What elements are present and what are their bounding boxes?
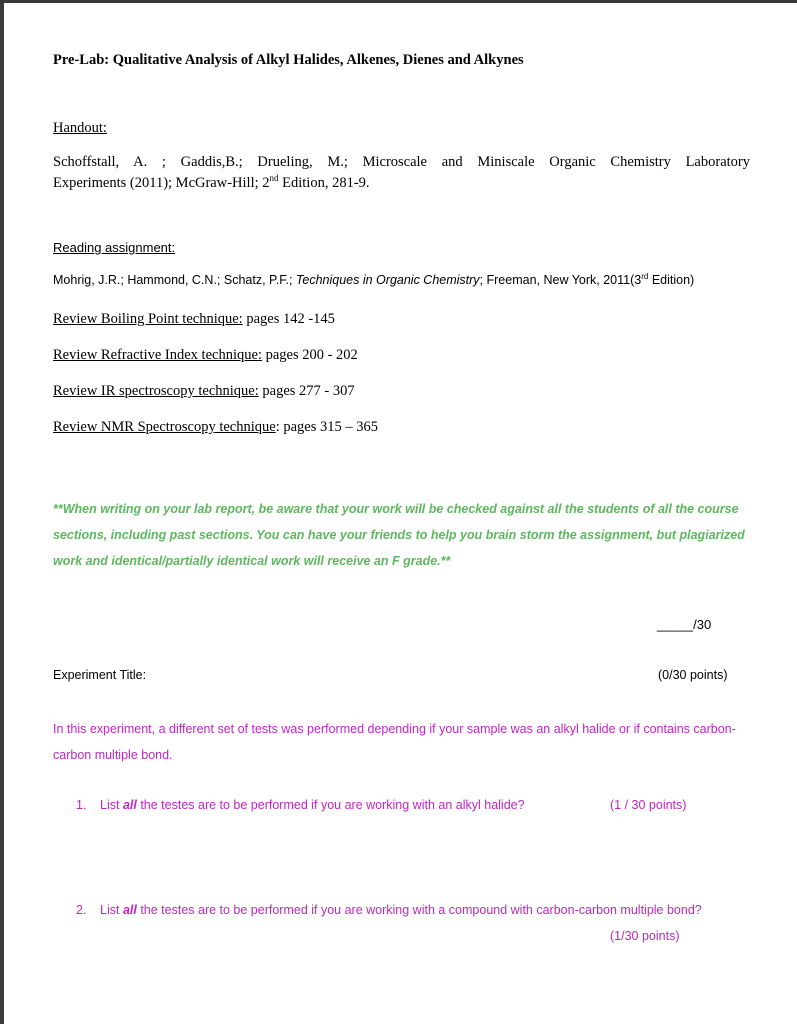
window-frame-top xyxy=(0,0,797,3)
experiment-title-label: Experiment Title: xyxy=(53,668,147,682)
review-refractive-index: Review Refractive Index technique: pages 200 - 202 xyxy=(53,347,358,363)
question-2-number: 2. xyxy=(76,903,87,917)
citation-line-2: Experiments (2011); McGraw-Hill; 2nd Edition, 281-9. xyxy=(53,173,370,191)
window-frame-left xyxy=(0,0,4,1024)
review-boiling-point: Review Boiling Point technique: pages 142 -145 xyxy=(53,311,335,327)
experiment-title-points: (0/30 points) xyxy=(658,668,728,682)
question-2-points: (1/30 points) xyxy=(610,929,680,943)
experiment-intro: In this experiment, a different set of tests was performed depending if your sample was an alkyl halide or if contains carbon-carbon multiple bond. xyxy=(53,722,736,762)
citation-line-1: Schoffstall, A. ; Gaddis,B.; Drueling, M.; Microscale and Miniscale Organic Chemistry Laboratory xyxy=(53,154,750,170)
review-nmr-spectroscopy: Review NMR Spectroscopy technique: pages 315 – 365 xyxy=(53,419,378,435)
plagiarism-warning: **When writing on your lab report, be aware that your work will be checked against all the students of all the course sections, including past sections. You can have your friends to help you brain storm the assignment, but plagiarized work and identical/partially identical work will receive an F grade.** xyxy=(53,502,745,568)
question-1-text: List all the testes are to be performed if you are working with an alkyl halide? xyxy=(100,798,525,812)
review-ir-spectroscopy: Review IR spectroscopy technique: pages 277 - 307 xyxy=(53,383,355,399)
reading-assignment-citation: Mohrig, J.R.; Hammond, C.N.; Schatz, P.F.; Techniques in Organic Chemistry; Freeman, New York, 2011(3rd Edition) xyxy=(53,271,695,287)
document-title: Pre-Lab: Qualitative Analysis of Alkyl Halides, Alkenes, Dienes and Alkynes xyxy=(53,52,524,68)
reading-assignment-label: Reading assignment: xyxy=(53,240,176,255)
handout-citation xyxy=(53,152,750,194)
handout-label: Handout: xyxy=(53,120,107,136)
question-1-number: 1. xyxy=(76,798,87,812)
total-score-blank: _____/30 xyxy=(657,617,712,632)
question-1-points: (1 / 30 points) xyxy=(610,798,687,812)
question-2-text: List all the testes are to be performed if you are working with a compound with carbon-carbon multiple bond? xyxy=(100,903,702,917)
